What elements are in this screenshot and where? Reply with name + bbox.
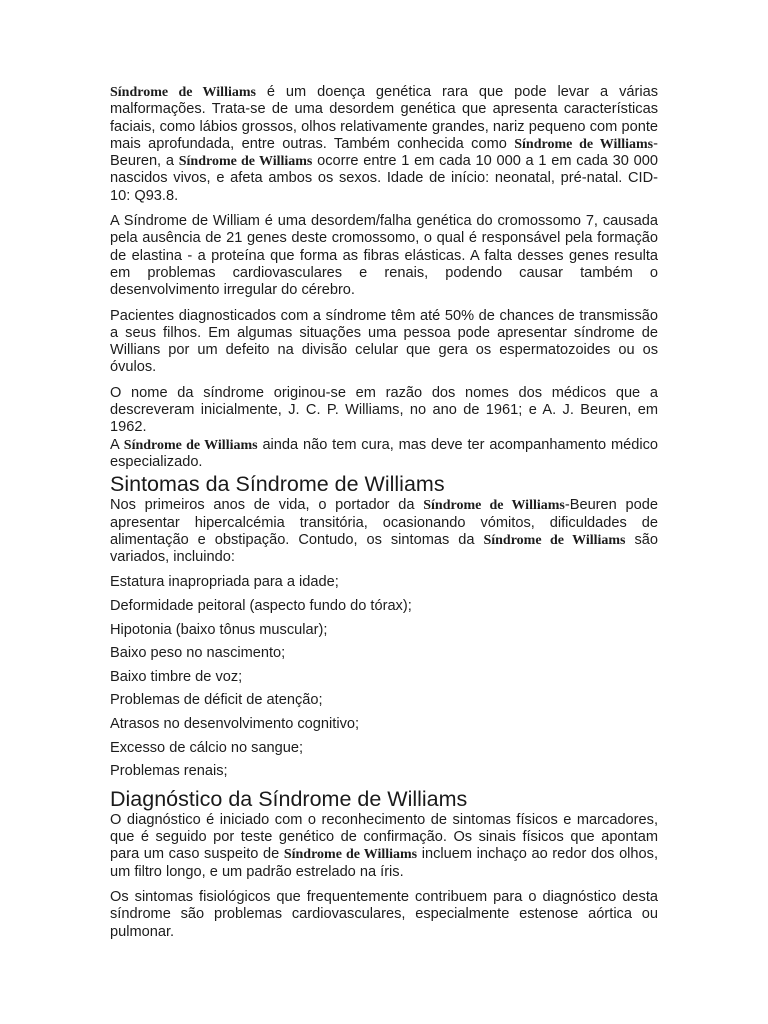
document-body bbox=[110, 84, 658, 949]
text-fragment: -Beuren pode apresentar hipercalcémia transitória, ocasionando vómitos, dificuldades de alimentação e obstipação. Contudo, os sintomas da bbox=[110, 497, 658, 548]
term-highlight: Síndrome de Williams bbox=[483, 532, 626, 548]
sintomas-paragraph bbox=[110, 497, 658, 566]
intro-paragraph-4: O nome da síndrome originou-se em razão dos nomes dos médicos que a descreveram inicialmente, J. C. P. Williams, no ano de 1961; e A. J. Beuren, em 1962. bbox=[110, 384, 658, 436]
text-fragment: ainda não tem cura, mas deve ter acompanhamento médico especializado. bbox=[110, 436, 659, 470]
symptom-item: Atrasos no desenvolvimento cognitivo; bbox=[110, 715, 360, 732]
text-fragment: A bbox=[110, 436, 119, 453]
text-fragment: Nos primeiros anos de vida, o portador da bbox=[110, 497, 415, 514]
intro-paragraph-1 bbox=[110, 84, 658, 205]
term-highlight: Síndrome de Williams bbox=[110, 85, 256, 100]
text-fragment: incluem inchaço ao redor dos olhos, um filtro longo, e um padrão estrelado na íris. bbox=[110, 846, 659, 880]
term-highlight: Síndrome de Williams bbox=[514, 136, 654, 152]
text-fragment: ocorre entre 1 em cada 10 000 a 1 em cada 30 000 nascidos vivos, e afeta ambos os sexos. Idade de início: neonatal, pré-natal. CID-10: Q93.8. bbox=[110, 153, 658, 204]
intro-paragraph-2: A Síndrome de William é uma desordem/falha genética do cromossomo 7, causada pela ausência de 21 genes deste cromossomo, o qual é responsável pela formação de elastina - a proteína que forma as fibras elásticas. A falta desses genes resulta em problemas cardiovasculares e renais, podendo causar também o desenvolvimento irregular do cérebro. bbox=[110, 213, 658, 299]
text-fragment: -Beuren, a bbox=[110, 135, 658, 170]
intro-paragraph-3: Pacientes diagnosticados com a síndrome têm até 50% de chances de transmissão a seus filhos. Em algumas situações uma pessoa pode apresentar síndrome de Willians por um defeito na divisão celular que gera os espermatozoides ou os óvulos. bbox=[110, 307, 658, 376]
symptom-item: Estatura inapropriada para a idade; bbox=[110, 574, 339, 591]
diagnostico-paragraph-1 bbox=[110, 812, 658, 881]
symptom-item: Baixo peso no nascimento; bbox=[110, 645, 286, 662]
symptom-item: Deformidade peitoral (aspecto fundo do tórax); bbox=[110, 598, 412, 615]
intro-paragraph-5 bbox=[110, 437, 658, 472]
symptom-item: Problemas de déficit de atenção; bbox=[110, 692, 323, 709]
text-fragment: é um doença genética rara que pode levar a várias malformações. Trata-se de uma desordem genética que apresenta características faciais, como lábios grossos, olhos relativamente grandes, nariz pequeno com ponte mais aprofundada, entre outras. Também conhecida como bbox=[110, 84, 658, 152]
diagnostico-paragraph-2: Os sintomas fisiológicos que frequentemente contribuem para o diagnóstico desta síndrome são problemas cardiovasculares, especialmente estenose aórtica ou pulmonar. bbox=[110, 888, 658, 940]
symptom-item: Baixo timbre de voz; bbox=[110, 668, 243, 685]
symptom-item: Excesso de cálcio no sangue; bbox=[110, 739, 304, 756]
section-heading-diagnostico: Diagnóstico da Síndrome de Williams bbox=[110, 786, 468, 811]
term-highlight: Síndrome de Williams bbox=[123, 437, 258, 453]
symptom-item: Problemas renais; bbox=[110, 763, 228, 780]
text-fragment: O diagnóstico é iniciado com o reconhecimento de sintomas físicos e marcadores, que é seguido por teste genético de confirmação. Os sinais físicos que apontam para um caso suspeito de bbox=[110, 811, 658, 863]
term-highlight: Síndrome de Williams bbox=[283, 847, 418, 863]
section-heading-sintomas: Sintomas da Síndrome de Williams bbox=[110, 472, 445, 497]
symptom-list bbox=[110, 574, 658, 780]
term-highlight: Síndrome de Williams bbox=[423, 498, 565, 514]
term-highlight: Síndrome de Williams bbox=[178, 154, 313, 170]
text-fragment: são variados, incluindo: bbox=[110, 531, 659, 566]
symptom-item: Hipotonia (baixo tônus muscular); bbox=[110, 621, 328, 638]
